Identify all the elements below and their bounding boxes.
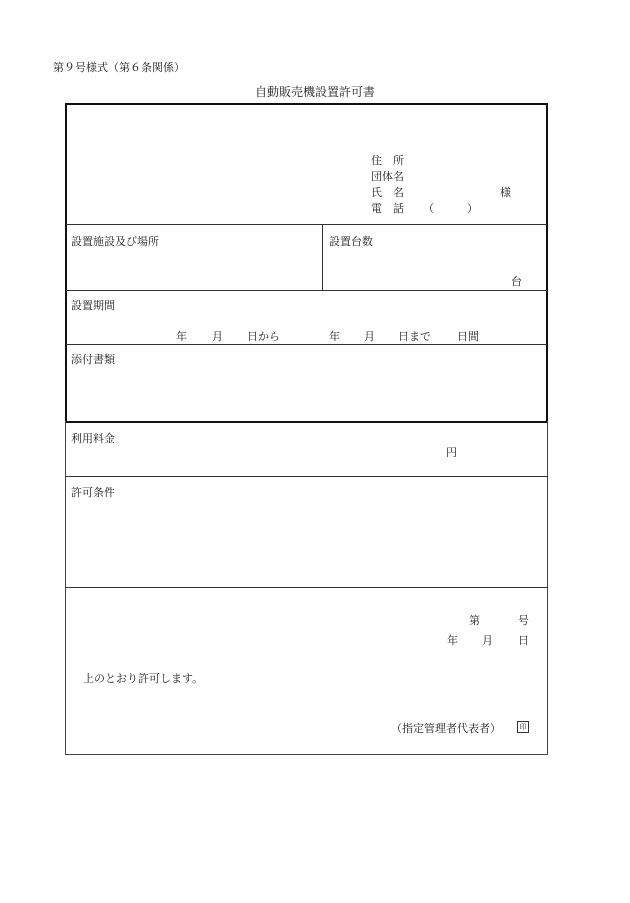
form-number: 第９号様式（第６条関係） [53,61,185,74]
location-label: 設置施設及び場所 [71,235,159,248]
group-name-label: 団体名 [371,170,404,183]
phone-label: 電 話 [371,202,404,215]
permit-number-suffix: 号 [518,614,529,627]
issuer-label: （指定管理者代表者） [391,722,501,735]
period-end-year: 年 [329,330,340,343]
application-section [65,103,548,423]
period-end-day: 日まで [398,330,431,343]
name-label: 氏 名 [371,186,404,199]
permit-statement: 上のとおり許可します。 [83,672,204,685]
conditions-label: 許可条件 [71,486,115,499]
permit-section [65,421,548,755]
honorific: 様 [500,186,511,199]
divider-conditions [65,587,548,588]
divider-location [66,290,547,291]
seal-mark: 印 [517,721,529,733]
count-unit: 台 [511,275,522,288]
period-days: 日間 [457,330,479,343]
fee-unit: 円 [446,446,457,459]
period-start-month: 月 [212,330,223,343]
phone-area-parens: （ ） [423,202,478,215]
period-start-year: 年 [176,330,187,343]
period-start-day: 日から [247,330,280,343]
divider-location-count [322,224,323,290]
divider-period [66,344,547,345]
address-label: 住 所 [371,154,404,167]
permit-year: 年 [447,634,458,647]
period-label: 設置期間 [71,299,115,312]
divider-fee [65,476,548,477]
seal-mark-wrap [517,720,529,733]
count-label: 設置台数 [329,235,373,248]
permit-day: 日 [518,634,529,647]
fee-label: 利用料金 [71,432,115,445]
page-title: 自動販売機設置許可書 [254,85,375,99]
permit-number-prefix: 第 [469,614,480,627]
period-end-month: 月 [364,330,375,343]
divider-applicant [66,224,547,225]
attachments-label: 添付書類 [71,353,115,366]
permit-month: 月 [482,634,493,647]
